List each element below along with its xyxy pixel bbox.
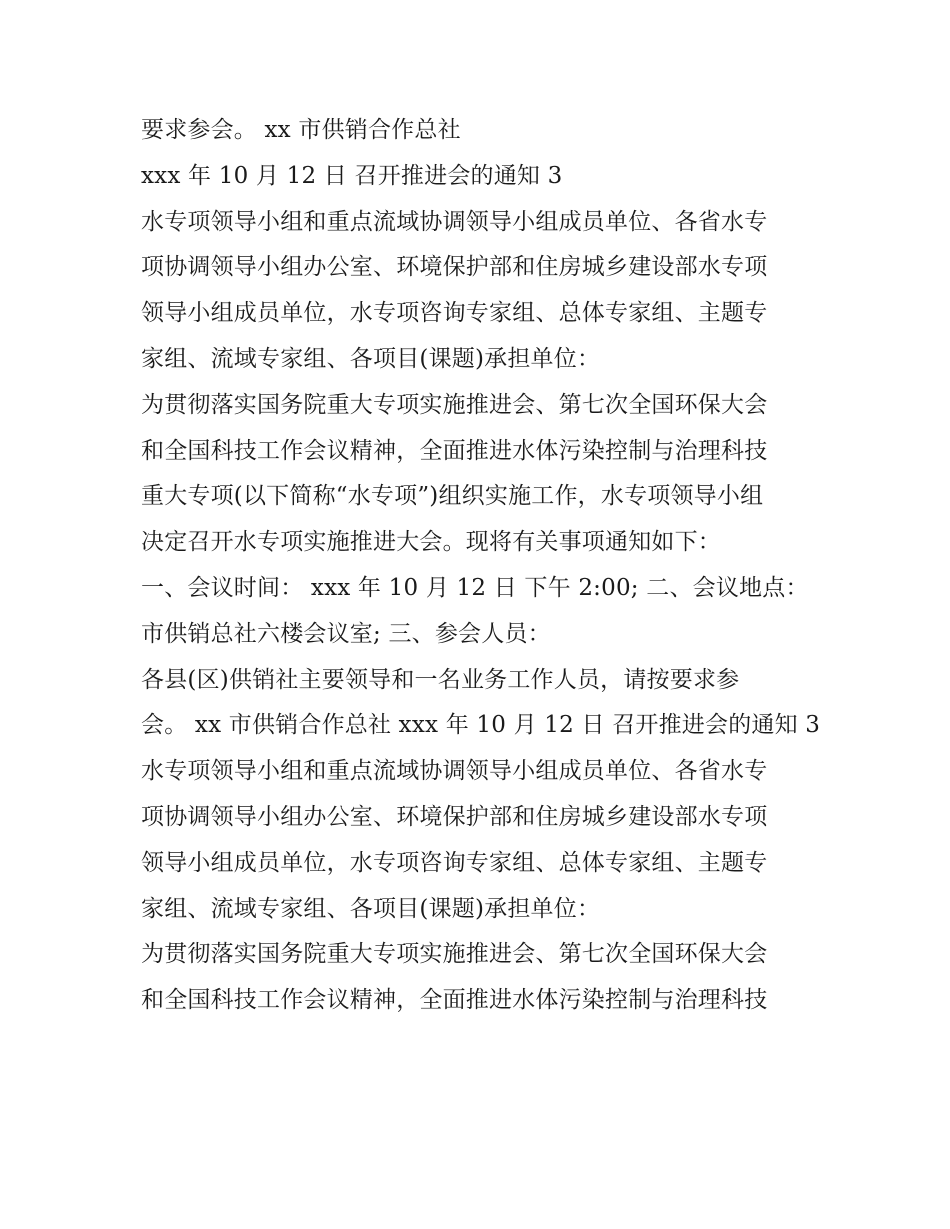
document-body bbox=[141, 108, 821, 1024]
text-line: 会。 xx 市供销合作总社 xxx 年 10 月 12 日 召开推进会的通知 3 bbox=[141, 712, 821, 739]
text-line: 家组、流域专家组、各项目(课题)承担单位： bbox=[141, 345, 601, 372]
text-line: 家组、流域专家组、各项目(课题)承担单位： bbox=[141, 895, 601, 922]
text-line: 为贯彻落实国务院重大专项实施推进会、第七次全国环保大会 bbox=[141, 941, 768, 968]
text-line: 市供销总社六楼会议室; 三、参会人员： bbox=[141, 620, 551, 647]
text-line: 领导小组成员单位，水专项咨询专家组、总体专家组、主题专 bbox=[141, 849, 768, 876]
text-line: 项协调领导小组办公室、环境保护部和住房城乡建设部水专项 bbox=[141, 254, 768, 281]
text-line: 水专项领导小组和重点流域协调领导小组成员单位、各省水专 bbox=[141, 208, 768, 235]
text-line: 和全国科技工作会议精神，全面推进水体污染控制与治理科技 bbox=[141, 987, 768, 1014]
text-line: xxx 年 10 月 12 日 召开推进会的通知 3 bbox=[141, 162, 563, 189]
text-line: 决定召开水专项实施推进大会。现将有关事项通知如下： bbox=[141, 529, 721, 556]
text-line: 一、会议时间： xxx 年 10 月 12 日 下午 2:00; 二、会议地点： bbox=[141, 574, 809, 601]
text-line: 为贯彻落实国务院重大专项实施推进会、第七次全国环保大会 bbox=[141, 391, 768, 418]
text-line: 领导小组成员单位，水专项咨询专家组、总体专家组、主题专 bbox=[141, 300, 768, 327]
text-line: 和全国科技工作会议精神，全面推进水体污染控制与治理科技 bbox=[141, 437, 768, 464]
text-line: 项协调领导小组办公室、环境保护部和住房城乡建设部水专项 bbox=[141, 803, 768, 830]
text-line: 要求参会。 xx 市供销合作总社 bbox=[141, 117, 461, 143]
text-line: 重大专项(以下简称“水专项”)组织实施工作，水专项领导小组 bbox=[141, 483, 764, 510]
text-line: 各县(区)供销社主要领导和一名业务工作人员，请按要求参 bbox=[141, 666, 740, 693]
text-line: 水专项领导小组和重点流域协调领导小组成员单位、各省水专 bbox=[141, 758, 768, 785]
